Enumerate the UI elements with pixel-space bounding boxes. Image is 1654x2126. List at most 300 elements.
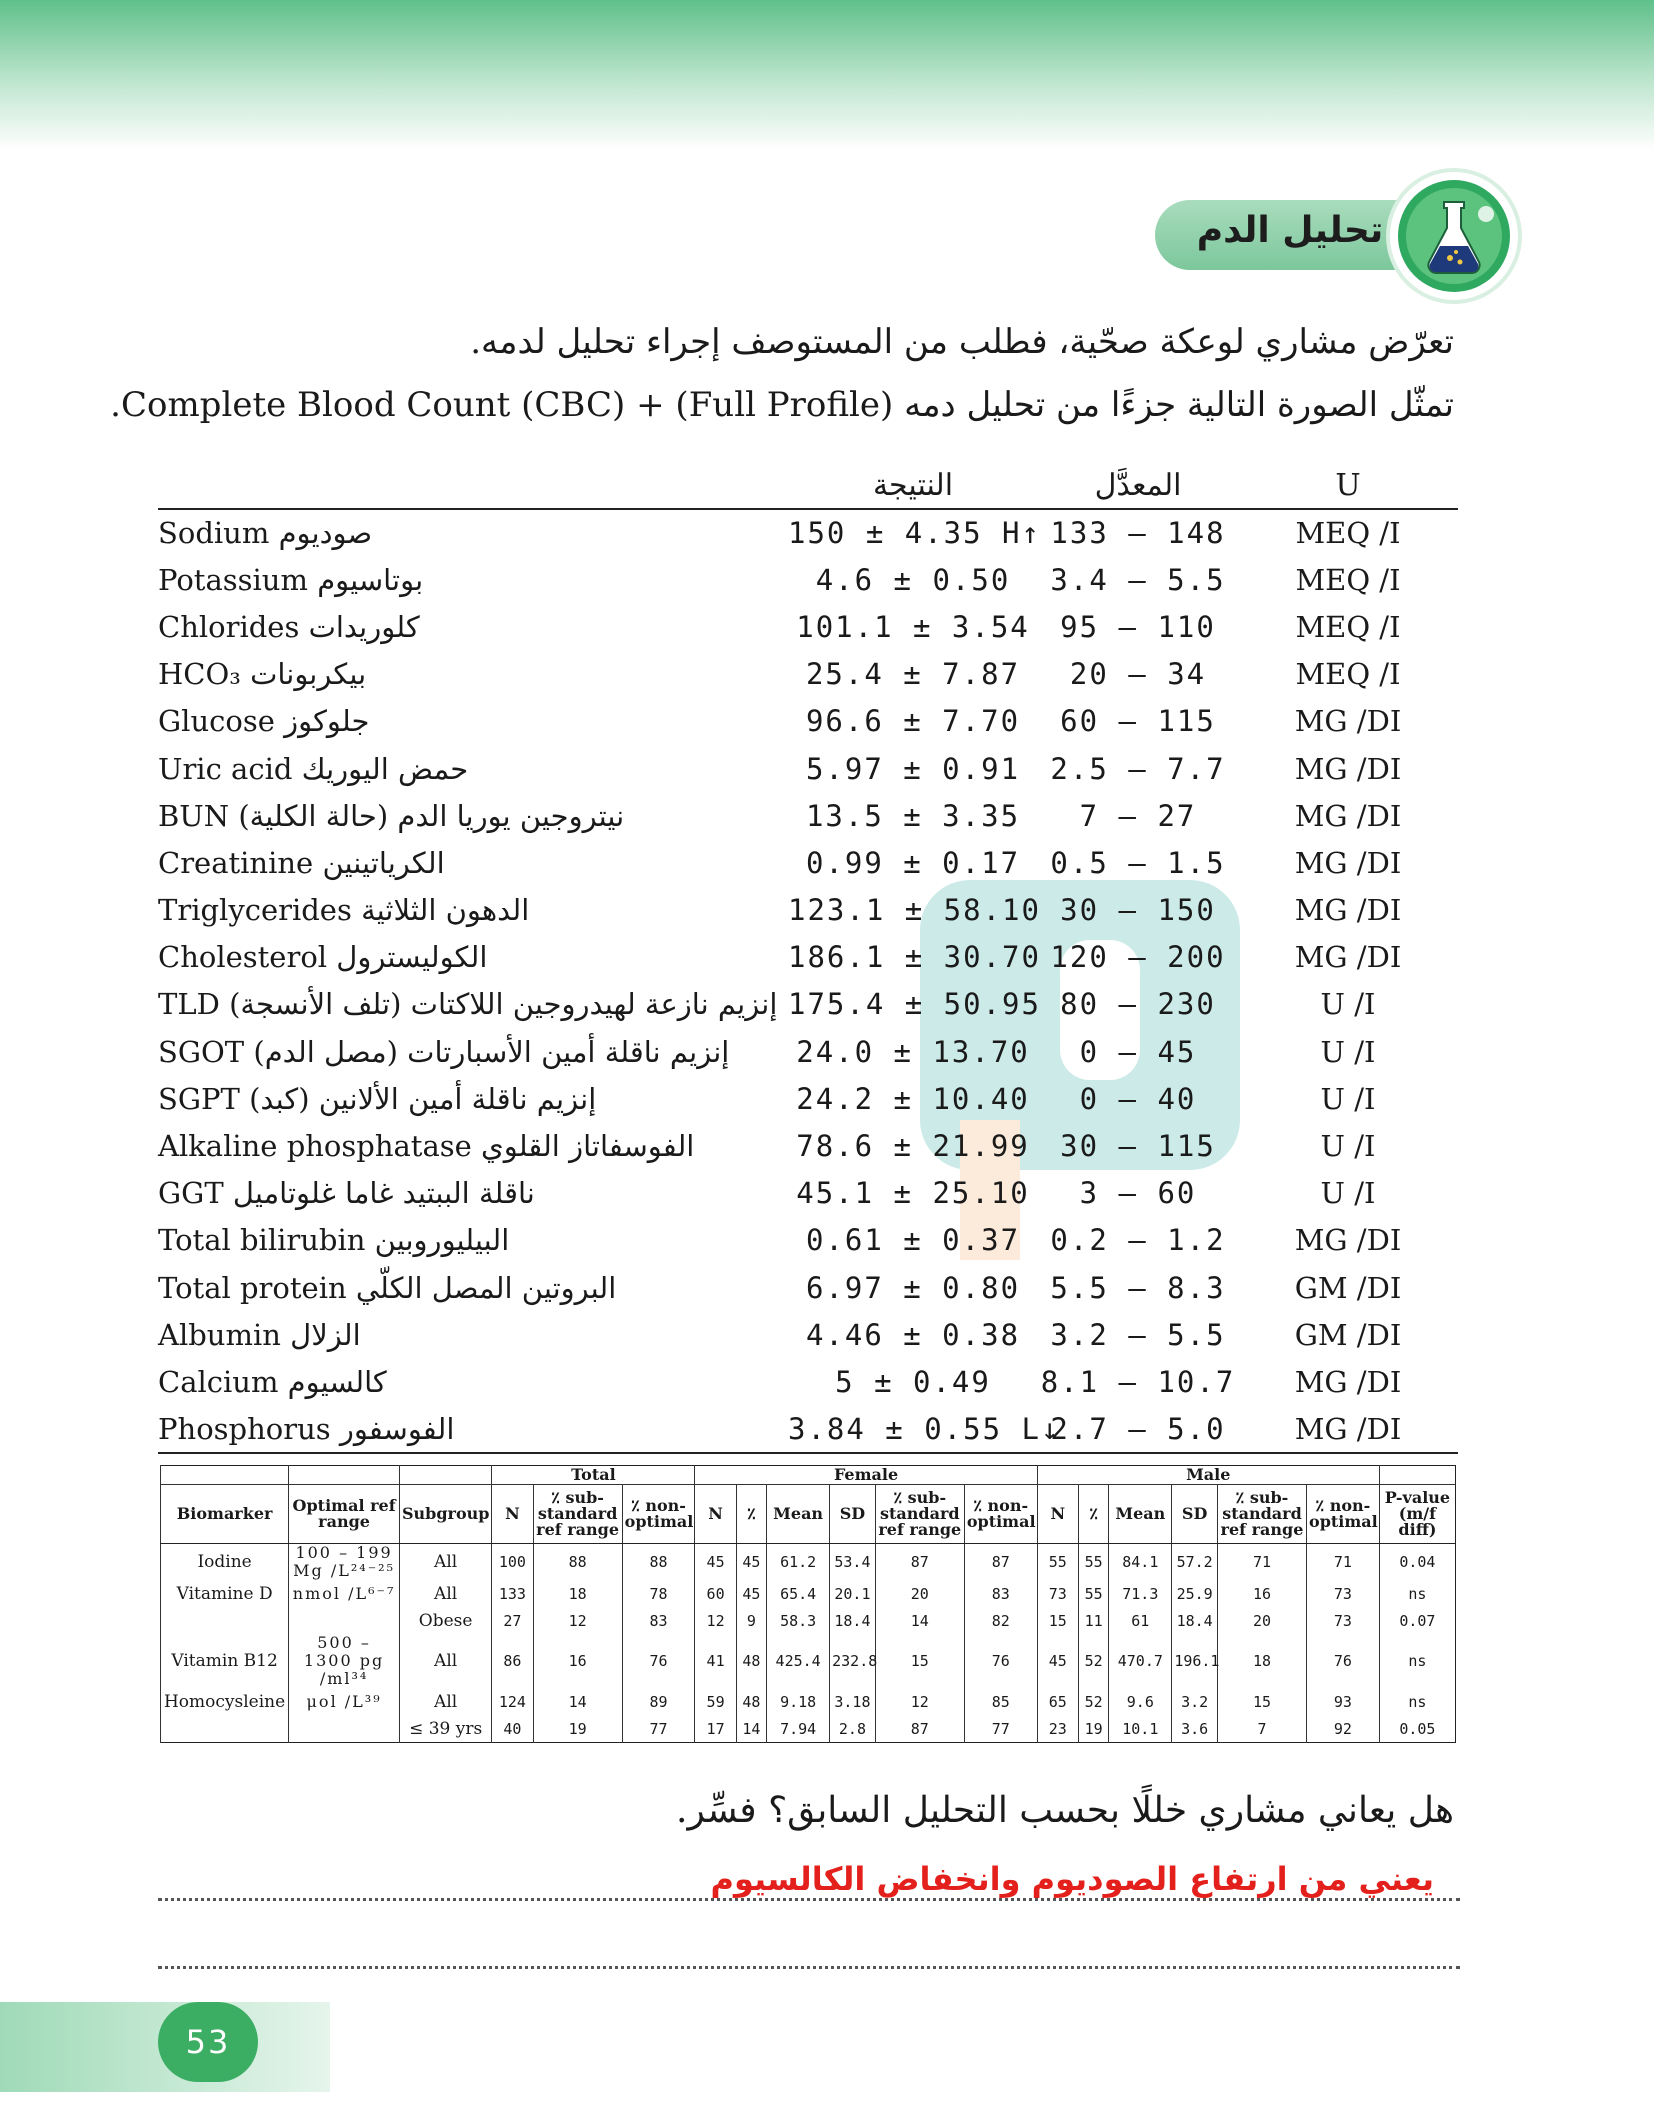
male-value: 84.1 (1109, 1544, 1172, 1581)
bio-row (161, 1634, 1456, 1688)
test-result: 96.6 ± 7.70 (805, 704, 1021, 739)
test-name-cell (158, 1122, 788, 1169)
male-value: 73 (1307, 1607, 1380, 1634)
group-female: Female (695, 1466, 1037, 1485)
test-range: 7 – 27 (1079, 798, 1197, 833)
female-value: 83 (964, 1580, 1037, 1607)
table-row (158, 1170, 1458, 1217)
male-value: 15 (1037, 1607, 1078, 1634)
test-range: 0 – 45 (1079, 1034, 1197, 1069)
test-name-ar: كلوريدات (308, 609, 420, 644)
female-value: 9 (736, 1607, 766, 1634)
female-value: 82 (964, 1607, 1037, 1634)
biomarker-name: Vitamine D (161, 1580, 289, 1607)
test-name-cell (158, 1170, 788, 1217)
male-value: 52 (1078, 1688, 1108, 1715)
test-range: 60 – 115 (1060, 704, 1216, 739)
test-name-cell (158, 839, 788, 886)
test-name-en: TLD (158, 987, 220, 1022)
test-unit: U /I (1320, 987, 1376, 1022)
blood-test-rows (158, 509, 1458, 1453)
biomarker-name (161, 1715, 289, 1743)
total-value: 89 (622, 1688, 695, 1715)
male-value: 45 (1037, 1634, 1078, 1688)
test-range: 5.5 – 8.3 (1050, 1270, 1226, 1305)
test-unit: MG /DI (1294, 704, 1402, 739)
table-row (158, 1264, 1458, 1311)
intro-line-1: تعرّض مشاري لوعكة صحّية، فطلب من المستوصف إجراء تحليل لدمه. (470, 322, 1454, 362)
test-name-cell (158, 698, 788, 745)
female-value: 87 (875, 1715, 964, 1743)
male-value: 61 (1109, 1607, 1172, 1634)
female-value: 87 (875, 1544, 964, 1581)
test-range: 3 – 60 (1079, 1176, 1197, 1211)
p-value: ns (1379, 1634, 1455, 1688)
female-value: 60 (695, 1580, 736, 1607)
male-value: 73 (1037, 1580, 1078, 1607)
table-row (158, 792, 1458, 839)
test-range: 0 – 40 (1079, 1081, 1197, 1116)
male-value: 20 (1217, 1607, 1306, 1634)
col-total-n: N (492, 1485, 533, 1544)
test-unit: U /I (1320, 1081, 1376, 1116)
test-result: 186.1 ± 30.70 (788, 940, 1041, 975)
test-name-en: Potassium (158, 562, 308, 597)
female-value: 15 (875, 1634, 964, 1688)
col-total-non-optimal: ٪ non-optimal (622, 1485, 695, 1544)
test-result: 45.1 ± 25.10 (796, 1176, 1030, 1211)
test-result: 0.99 ± 0.17 (805, 845, 1021, 880)
female-value: 45 (695, 1544, 736, 1581)
test-result: 5 ± 0.49 (835, 1364, 991, 1399)
test-name-ar: إنزيم ناقلة أمين الألانين (كبد) (249, 1081, 597, 1116)
female-value: 41 (695, 1634, 736, 1688)
test-range: 0.5 – 1.5 (1050, 845, 1226, 880)
test-name-cell (158, 1406, 788, 1453)
test-result: 175.4 ± 50.95 (788, 987, 1041, 1022)
test-range: 133 – 148 (1050, 516, 1226, 551)
female-value: 53.4 (830, 1544, 876, 1581)
test-name-en: Glucose (158, 704, 275, 739)
col-optimal-range: Optimal ref range (289, 1485, 400, 1544)
test-name-ar: الفوسفاتاز القلوي (481, 1129, 695, 1164)
total-value: 76 (622, 1634, 695, 1688)
subgroup: ≤ 39 yrs (399, 1715, 491, 1743)
p-value: 0.07 (1379, 1607, 1455, 1634)
test-range: 80 – 230 (1060, 987, 1216, 1022)
biomarker-rows (161, 1544, 1456, 1743)
table-row (158, 981, 1458, 1028)
subgroup: All (399, 1544, 491, 1581)
test-name-cell (158, 603, 788, 650)
female-value: 2.8 (830, 1715, 876, 1743)
table-row (158, 603, 1458, 650)
test-name-ar: إنزيم ناقلة أمين الأسبارتات (مصل الدم) (253, 1034, 730, 1069)
test-name-en: SGOT (158, 1034, 245, 1069)
test-name-en: Sodium (158, 516, 270, 551)
test-result: 3.84 ± 0.55 L↓ (788, 1411, 1061, 1446)
p-value: 0.04 (1379, 1544, 1455, 1581)
test-unit: MG /DI (1294, 1364, 1402, 1399)
page-number: 53 (158, 2002, 258, 2082)
test-name-en: Phosphorus (158, 1411, 331, 1446)
female-value: 87 (964, 1544, 1037, 1581)
female-value: 85 (964, 1688, 1037, 1715)
test-unit: MEQ /I (1295, 657, 1401, 692)
female-value: 3.18 (830, 1688, 876, 1715)
male-value: 18.4 (1172, 1607, 1218, 1634)
female-value: 61.2 (767, 1544, 830, 1581)
female-value: 14 (736, 1715, 766, 1743)
test-name-ar: صوديوم (278, 516, 373, 551)
male-value: 73 (1307, 1580, 1380, 1607)
test-name-ar: إنزيم نازعة لهيدروجين اللاكتات (تلف الأنسجة) (229, 987, 778, 1022)
test-name-en: Alkaline phosphatase (158, 1129, 472, 1164)
test-name-cell (158, 1358, 788, 1405)
total-value: 18 (533, 1580, 622, 1607)
total-value: 86 (492, 1634, 533, 1688)
test-name-ar: ناقلة الببتيد غاما غلوتاميل (232, 1176, 535, 1211)
test-name-ar: الزلال (290, 1317, 361, 1352)
col-male-n: N (1037, 1485, 1078, 1544)
test-unit: MEQ /I (1295, 609, 1401, 644)
male-value: 55 (1078, 1544, 1108, 1581)
subgroup: Obese (399, 1607, 491, 1634)
test-name-en: Cholesterol (158, 940, 328, 975)
male-value: 25.9 (1172, 1580, 1218, 1607)
male-value: 10.1 (1109, 1715, 1172, 1743)
test-name-cell (158, 1264, 788, 1311)
total-value: 88 (622, 1544, 695, 1581)
test-unit: MG /DI (1294, 798, 1402, 833)
p-value: ns (1379, 1688, 1455, 1715)
test-name-ar: البيليوروبين (374, 1223, 510, 1258)
female-value: 425.4 (767, 1634, 830, 1688)
test-range: 120 – 200 (1050, 940, 1226, 975)
test-name-cell (158, 1217, 788, 1264)
optimal-range: nmol /L⁶⁻⁷ (289, 1580, 400, 1607)
test-range: 95 – 110 (1060, 609, 1216, 644)
bio-row (161, 1580, 1456, 1607)
male-value: 71.3 (1109, 1580, 1172, 1607)
test-unit: U /I (1320, 1034, 1376, 1069)
table-row (158, 887, 1458, 934)
female-value: 17 (695, 1715, 736, 1743)
table-row (158, 1122, 1458, 1169)
total-value: 133 (492, 1580, 533, 1607)
female-value: 9.18 (767, 1688, 830, 1715)
header-unit: U (1335, 467, 1361, 503)
col-female-mean: Mean (767, 1485, 830, 1544)
test-name-en: Total protein (158, 1270, 347, 1305)
female-value: 20.1 (830, 1580, 876, 1607)
answer-line-2 (158, 1966, 1460, 1969)
bio-row (161, 1607, 1456, 1634)
test-result: 24.2 ± 10.40 (796, 1081, 1030, 1116)
female-value: 45 (736, 1544, 766, 1581)
female-value: 58.3 (767, 1607, 830, 1634)
test-result: 4.46 ± 0.38 (805, 1317, 1021, 1352)
male-value: 55 (1078, 1580, 1108, 1607)
male-value: 9.6 (1109, 1688, 1172, 1715)
blood-test-table (158, 462, 1458, 1454)
test-range: 8.1 – 10.7 (1040, 1364, 1236, 1399)
test-name-en: HCO₃ (158, 657, 241, 692)
table-row (158, 1311, 1458, 1358)
test-unit: U /I (1320, 1129, 1376, 1164)
answer-text: يعني من ارتفاع الصوديوم وانخفاض الكالسيوم (710, 1860, 1434, 1898)
male-value: 71 (1217, 1544, 1306, 1581)
test-name-cell (158, 1075, 788, 1122)
female-value: 77 (964, 1715, 1037, 1743)
test-result: 25.4 ± 7.87 (805, 657, 1021, 692)
female-value: 65.4 (767, 1580, 830, 1607)
female-value: 45 (736, 1580, 766, 1607)
test-name-cell (158, 1028, 788, 1075)
total-value: 16 (533, 1634, 622, 1688)
col-female-sub-standard: ٪ sub-standard ref range (875, 1485, 964, 1544)
test-range: 2.7 – 5.0 (1050, 1411, 1226, 1446)
test-result: 24.0 ± 13.70 (796, 1034, 1030, 1069)
total-value: 14 (533, 1688, 622, 1715)
question-text: هل يعاني مشاري خللًا بحسب التحليل السابق؟ فسِّر. (676, 1790, 1454, 1831)
female-value: 20 (875, 1580, 964, 1607)
total-value: 83 (622, 1607, 695, 1634)
test-result: 0.61 ± 0.37 (805, 1223, 1021, 1258)
bio-row (161, 1688, 1456, 1715)
test-name-en: Triglycerides (158, 893, 352, 928)
test-unit: MG /DI (1294, 893, 1402, 928)
test-range: 3.4 – 5.5 (1050, 562, 1226, 597)
test-name-ar: الكوليسترول (336, 940, 488, 975)
col-male-non-optimal: ٪ non-optimal (1307, 1485, 1380, 1544)
table-row (158, 934, 1458, 981)
male-value: 7 (1217, 1715, 1306, 1743)
test-name-ar: الفوسفور (339, 1411, 455, 1446)
female-value: 232.8 (830, 1634, 876, 1688)
male-value: 23 (1037, 1715, 1078, 1743)
col-male-sub-standard: ٪ sub-standard ref range (1217, 1485, 1306, 1544)
test-unit: MG /DI (1294, 1411, 1402, 1446)
col-p-value: P-value (m/f diff) (1379, 1485, 1455, 1544)
test-unit: MG /DI (1294, 940, 1402, 975)
male-value: 15 (1217, 1688, 1306, 1715)
col-subgroup: Subgroup (399, 1485, 491, 1544)
biomarker-name (161, 1607, 289, 1634)
test-name-ar: الكرياتينين (322, 845, 445, 880)
total-value: 124 (492, 1688, 533, 1715)
test-name-en: Total bilirubin (158, 1223, 366, 1258)
test-unit: MG /DI (1294, 1223, 1402, 1258)
total-value: 12 (533, 1607, 622, 1634)
table-row (158, 1358, 1458, 1405)
section-title: تحليل الدم (1196, 210, 1384, 251)
test-name-ar: كالسيوم (287, 1364, 387, 1399)
test-name-cell (158, 509, 788, 556)
table-row (158, 1075, 1458, 1122)
test-result: 123.1 ± 58.10 (788, 893, 1041, 928)
male-value: 65 (1037, 1688, 1078, 1715)
test-name-cell (158, 981, 788, 1028)
test-result: 4.6 ± 0.50 (815, 562, 1011, 597)
test-name-ar: الدهون الثلاثية (361, 893, 530, 928)
subgroup: All (399, 1688, 491, 1715)
male-value: 71 (1307, 1544, 1380, 1581)
test-name-cell (158, 1311, 788, 1358)
total-value: 100 (492, 1544, 533, 1581)
female-value: 48 (736, 1634, 766, 1688)
male-value: 55 (1037, 1544, 1078, 1581)
female-value: 14 (875, 1607, 964, 1634)
total-value: 27 (492, 1607, 533, 1634)
biomarker-name: Iodine (161, 1544, 289, 1581)
male-value: 93 (1307, 1688, 1380, 1715)
total-value: 40 (492, 1715, 533, 1743)
test-unit: MG /DI (1294, 845, 1402, 880)
test-name-en: GGT (158, 1176, 224, 1211)
test-name-ar: بيكربونات (250, 657, 367, 692)
male-value: 92 (1307, 1715, 1380, 1743)
header-range: المعدَّل (1094, 467, 1182, 503)
table-header-row (158, 462, 1458, 509)
flask-icon (1390, 172, 1518, 300)
test-unit: MG /DI (1294, 751, 1402, 786)
test-name-ar: نيتروجين يوريا الدم (حالة الكلية) (238, 798, 625, 833)
bio-group-header-row (161, 1466, 1456, 1485)
test-result: 150 ± 4.35 H↑ (788, 516, 1041, 551)
test-name-en: Albumin (158, 1317, 281, 1352)
bio-row (161, 1544, 1456, 1581)
p-value: ns (1379, 1580, 1455, 1607)
optimal-range (289, 1607, 400, 1634)
test-result: 78.6 ± 21.99 (796, 1129, 1030, 1164)
biomarker-name: Homocysleine (161, 1688, 289, 1715)
male-value: 16 (1217, 1580, 1306, 1607)
test-result: 5.97 ± 0.91 (805, 751, 1021, 786)
test-result: 6.97 ± 0.80 (805, 1270, 1021, 1305)
test-unit: GM /DI (1294, 1317, 1402, 1352)
test-name-en: Chlorides (158, 609, 300, 644)
optimal-range: 100 – 199 Mg /L²⁴⁻²⁵ (289, 1544, 400, 1581)
optimal-range: μol /L³⁹ (289, 1688, 400, 1715)
total-value: 78 (622, 1580, 695, 1607)
header-result: النتيجة (872, 467, 954, 503)
p-value: 0.05 (1379, 1715, 1455, 1743)
test-result: 101.1 ± 3.54 (796, 609, 1030, 644)
total-value: 77 (622, 1715, 695, 1743)
test-name-ar: حمض اليوريك (301, 751, 469, 786)
biomarker-name: Vitamin B12 (161, 1634, 289, 1688)
top-decorative-band (0, 0, 1654, 150)
test-unit: MEQ /I (1295, 516, 1401, 551)
male-value: 18 (1217, 1634, 1306, 1688)
intro-line-2: تمثّل الصورة التالية جزءًا من تحليل دمه (Full Profile) + Complete Blood Count (CBC). (110, 385, 1454, 425)
group-male: Male (1037, 1466, 1379, 1485)
test-name-cell (158, 934, 788, 981)
optimal-range (289, 1715, 400, 1743)
subgroup: All (399, 1580, 491, 1607)
test-range: 30 – 115 (1060, 1129, 1216, 1164)
bio-column-header-row (161, 1485, 1456, 1544)
col-female-n: N (695, 1485, 736, 1544)
male-value: 76 (1307, 1634, 1380, 1688)
test-name-cell (158, 651, 788, 698)
col-female-non-optimal: ٪ non-optimal (964, 1485, 1037, 1544)
test-unit: MEQ /I (1295, 562, 1401, 597)
test-name-en: Calcium (158, 1364, 279, 1399)
female-value: 7.94 (767, 1715, 830, 1743)
total-value: 88 (533, 1544, 622, 1581)
test-range: 0.2 – 1.2 (1050, 1223, 1226, 1258)
female-value: 12 (875, 1688, 964, 1715)
optimal-range: 500 – 1300 pg /ml³⁴ (289, 1634, 400, 1688)
test-name-ar: البروتين المصل الكلّي (355, 1270, 617, 1305)
test-name-cell (158, 887, 788, 934)
test-name-ar: جلوكوز (284, 704, 370, 739)
female-value: 12 (695, 1607, 736, 1634)
male-value: 19 (1078, 1715, 1108, 1743)
answer-line-1 (158, 1898, 1460, 1901)
col-male-mean: Mean (1109, 1485, 1172, 1544)
total-value: 19 (533, 1715, 622, 1743)
test-name-en: Creatinine (158, 845, 314, 880)
col-female-sd: SD (830, 1485, 876, 1544)
female-value: 59 (695, 1688, 736, 1715)
table-row (158, 509, 1458, 556)
biomarker-table (160, 1465, 1456, 1743)
male-value: 57.2 (1172, 1544, 1218, 1581)
test-name-en: BUN (158, 798, 230, 833)
table-row (158, 698, 1458, 745)
table-row (158, 1406, 1458, 1453)
male-value: 3.2 (1172, 1688, 1218, 1715)
bio-row (161, 1715, 1456, 1743)
col-male-sd: SD (1172, 1485, 1218, 1544)
test-range: 3.2 – 5.5 (1050, 1317, 1226, 1352)
test-name-cell (158, 556, 788, 603)
male-value: 52 (1078, 1634, 1108, 1688)
test-name-en: Uric acid (158, 751, 293, 786)
test-name-cell (158, 792, 788, 839)
test-range: 20 – 34 (1069, 657, 1207, 692)
table-row (158, 651, 1458, 698)
col-male-pct: ٪ (1078, 1485, 1108, 1544)
male-value: 196.1 (1172, 1634, 1218, 1688)
test-range: 2.5 – 7.7 (1050, 751, 1226, 786)
female-value: 18.4 (830, 1607, 876, 1634)
male-value: 470.7 (1109, 1634, 1172, 1688)
test-range: 30 – 150 (1060, 893, 1216, 928)
col-female-pct: ٪ (736, 1485, 766, 1544)
male-value: 11 (1078, 1607, 1108, 1634)
table-row (158, 556, 1458, 603)
male-value: 3.6 (1172, 1715, 1218, 1743)
test-name-ar: بوتاسيوم (317, 562, 424, 597)
table-row (158, 839, 1458, 886)
col-biomarker: Biomarker (161, 1485, 289, 1544)
table-row (158, 745, 1458, 792)
test-name-en: SGPT (158, 1081, 240, 1116)
female-value: 48 (736, 1688, 766, 1715)
header-test-name (158, 462, 788, 509)
subgroup: All (399, 1634, 491, 1688)
test-unit: U /I (1320, 1176, 1376, 1211)
female-value: 76 (964, 1634, 1037, 1688)
test-result: 13.5 ± 3.35 (805, 798, 1021, 833)
table-row (158, 1217, 1458, 1264)
test-name-cell (158, 745, 788, 792)
table-row (158, 1028, 1458, 1075)
